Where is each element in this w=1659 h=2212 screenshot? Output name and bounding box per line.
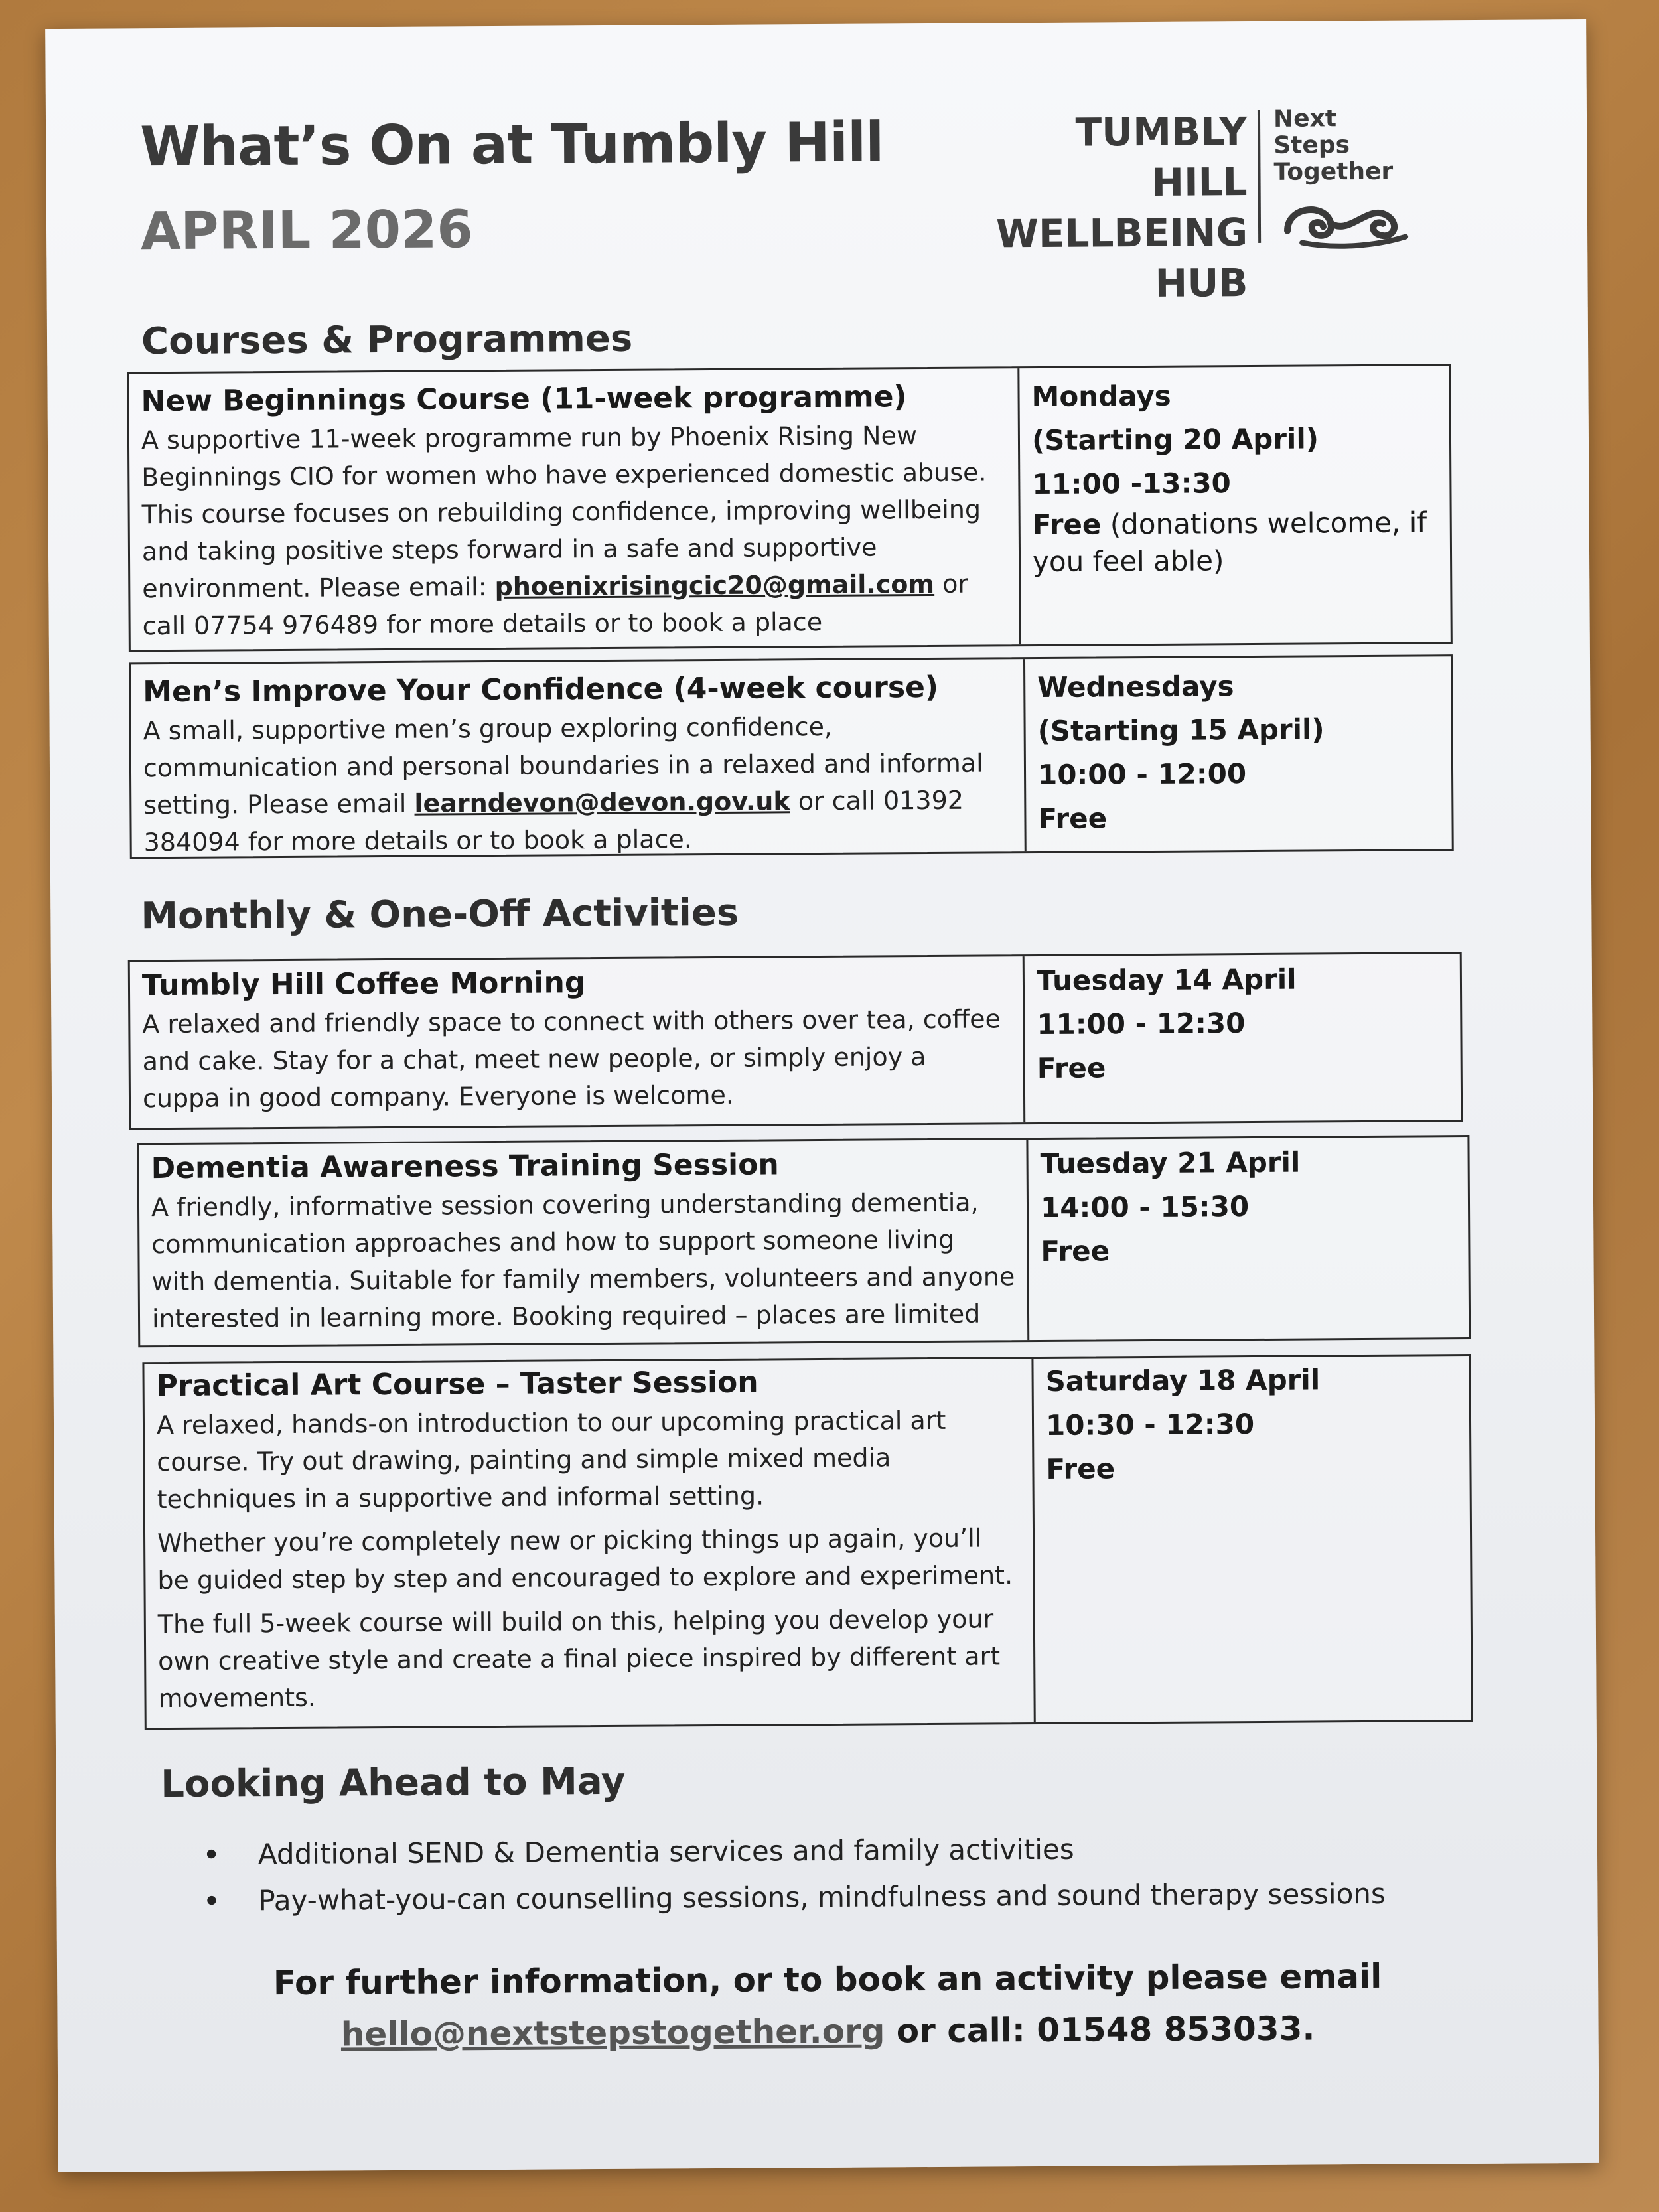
- course-start: (Starting 20 April): [1031, 422, 1319, 457]
- activity-schedule: [1025, 954, 1461, 1122]
- activity-time: 10:30 - 12:30: [1045, 1408, 1255, 1441]
- activity-description: [157, 1401, 1022, 1717]
- course-title: New Beginnings Course (11-week programme): [141, 380, 907, 419]
- partner-line-1: Next: [1273, 105, 1337, 133]
- section-heading-ahead: Looking Ahead to May: [161, 1759, 626, 1806]
- flyer-page: [45, 19, 1599, 2172]
- list-item: • Additional SEND & Dementia services and family activities: [202, 1824, 1386, 1878]
- activity-price: Free: [1046, 1452, 1116, 1485]
- activity-description-para-3: The full 5-week course will build on this, helping you develop your own creative style and create a final piece inspired by different art movements.: [157, 1604, 1001, 1714]
- activity-title: Dementia Awareness Training Session: [151, 1147, 779, 1186]
- footer-line-2: [57, 2008, 1598, 2055]
- course-title: Men’s Improve Your Confidence (4-week course): [143, 670, 939, 709]
- course-info: [131, 659, 1027, 857]
- activity-card-coffee-morning: [128, 952, 1463, 1130]
- activity-title: Practical Art Course – Taster Session: [156, 1365, 758, 1404]
- page-month: APRIL 2026: [140, 200, 473, 262]
- course-info: [129, 368, 1021, 650]
- list-item: • Pay-what-you-can counselling sessions, mindfulness and sound therapy sessions: [202, 1871, 1386, 1925]
- course-time: 11:00 -13:30: [1032, 467, 1231, 501]
- activity-time: 14:00 - 15:30: [1040, 1190, 1250, 1224]
- course-email-link[interactable]: learndevon@devon.gov.uk: [414, 786, 790, 818]
- activity-date: Tuesday 21 April: [1040, 1145, 1301, 1180]
- footer-phone: or call: 01548 853033.: [885, 2009, 1315, 2051]
- logo-line-3: HUB: [1155, 260, 1248, 306]
- ahead-list: [202, 1824, 1386, 1925]
- hub-logo: [968, 105, 1500, 306]
- page-title: What’s On at Tumbly Hill: [139, 111, 884, 179]
- activity-schedule: [1033, 1356, 1471, 1722]
- activity-price: Free: [1041, 1234, 1110, 1268]
- activity-time: 11:00 - 12:30: [1037, 1007, 1246, 1041]
- logo-line-2: WELLBEING: [995, 210, 1248, 257]
- course-card-mens-confidence: [129, 654, 1454, 859]
- activity-info: [144, 1359, 1035, 1728]
- course-price: Free (donations welcome, if you feel able): [1032, 506, 1427, 579]
- logo-divider: [1258, 110, 1261, 243]
- course-description: A small, supportive men’s group exploring confidence, communication and personal boundaries in a relaxed and informal setting. Please email learndevon@devon.gov.uk or call 01392 384094 for more details or to book a place.: [143, 711, 983, 857]
- activity-date: Saturday 18 April: [1045, 1363, 1321, 1398]
- course-start: (Starting 15 April): [1037, 713, 1325, 748]
- activity-schedule: [1028, 1137, 1469, 1340]
- course-day: Mondays: [1031, 379, 1171, 413]
- activity-description: A relaxed and friendly space to connect with others over tea, coffee and cake. Stay for a chat, meet new people, or simply enjoy a cuppa in good company. Everyone is welcome.: [142, 1004, 1001, 1114]
- activity-date: Tuesday 14 April: [1036, 962, 1297, 997]
- activity-card-dementia-training: [137, 1135, 1471, 1347]
- logo-line-1: TUMBLY HILL: [1075, 109, 1248, 205]
- footer-line-1: For further information, or to book an activity please email: [273, 1956, 1382, 2003]
- partner-line-2: Steps: [1273, 131, 1350, 159]
- activity-info: [130, 956, 1026, 1128]
- course-price: Free: [1038, 802, 1108, 836]
- course-email-link[interactable]: phoenixrisingcic20@gmail.com: [494, 569, 935, 601]
- swirl-logo-icon: [1275, 190, 1415, 251]
- partner-line-3: Together: [1273, 157, 1394, 186]
- activity-title: Tumbly Hill Coffee Morning: [141, 966, 586, 1003]
- course-day: Wednesdays: [1037, 670, 1234, 704]
- course-schedule: [1019, 366, 1447, 644]
- activity-price: Free: [1037, 1051, 1106, 1085]
- activity-description-para-1: A relaxed, hands-on introduction to our upcoming practical art course. Try out drawing, painting and simple mixed media techniques in a supportive and informal setting.: [156, 1405, 946, 1514]
- activity-description: A friendly, informative session covering understanding dementia, communication approaches and how to support someone living with dementia. Suitable for family members, volunteers and anyone interested in learning more. Booking required – places are limited: [151, 1187, 1015, 1334]
- course-schedule: [1025, 656, 1448, 851]
- course-description: A supportive 11-week programme run by Phoenix Rising New Beginnings CIO for women who have experienced domestic abuse. This course focuses on rebuilding confidence, improving wellbeing and taking positive steps forward in a safe and supportive environment. Please email: phoenixrisingcic20@gmail.com or call 07754 976489 for more details or to book a place: [141, 421, 987, 641]
- course-card-new-beginnings: [127, 364, 1453, 652]
- activity-description-para-2: Whether you’re completely new or picking things up again, you’ll be guided step by step and encouraged to explore and experiment.: [157, 1523, 1013, 1595]
- footer-email-link[interactable]: hello@nextstepstogether.org: [340, 2012, 885, 2054]
- course-time: 10:00 - 12:00: [1037, 757, 1247, 792]
- partner-logo-text: [1273, 106, 1393, 186]
- section-heading-courses: Courses & Programmes: [141, 317, 633, 364]
- activity-card-art-taster: [142, 1354, 1473, 1730]
- section-heading-monthly: Monthly & One-Off Activities: [141, 891, 739, 938]
- hub-logo-text: [968, 106, 1248, 310]
- activity-info: [139, 1140, 1029, 1345]
